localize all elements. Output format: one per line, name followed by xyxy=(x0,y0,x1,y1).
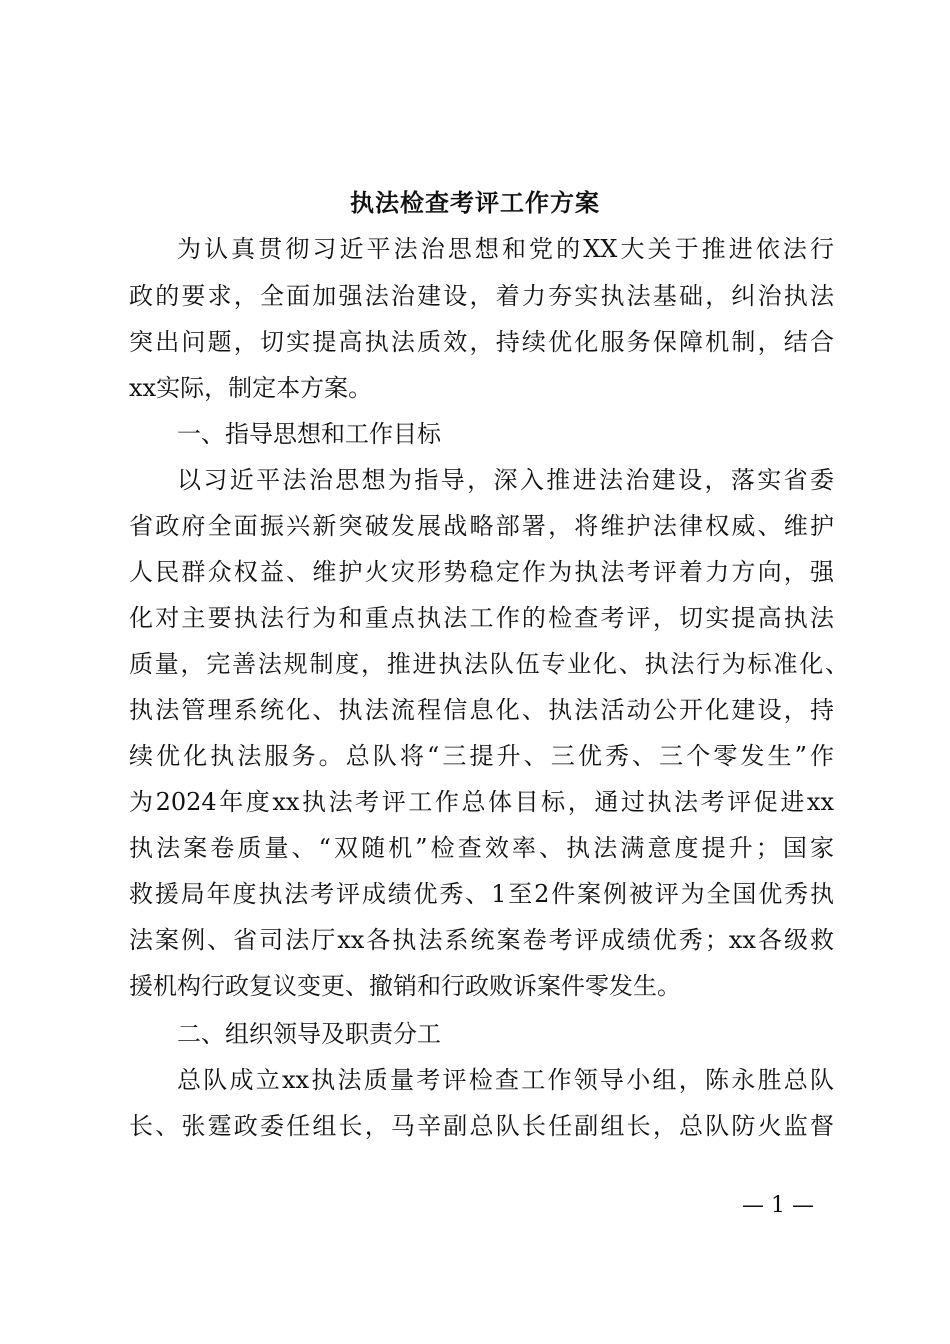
section-heading-1: 一、指导思想和工作目标 xyxy=(177,420,441,448)
intro-line: xx实际，制定本方案。 xyxy=(129,374,373,402)
section1-line: 省政府全面振兴新突破发展战略部署，将维护法律权威、维护 xyxy=(129,512,834,540)
section1-line: 人民群众权益、维护火灾形势稳定作为执法考评着力方向，强 xyxy=(129,558,834,586)
section1-line: 法案例、省司法厅xx各执法系统案卷考评成绩优秀；xx各级救 xyxy=(129,926,834,954)
section2-line: 总队成立xx执法质量考评检查工作领导小组，陈永胜总队 xyxy=(177,1066,834,1094)
intro-line: 为认真贯彻习近平法治思想和党的XX大关于推进依法行 xyxy=(177,235,834,263)
intro-line: 政的要求，全面加强法治建设，着力夯实执法基础，纠治执法 xyxy=(129,282,834,310)
section-heading-2: 二、组织领导及职责分工 xyxy=(177,1020,441,1048)
intro-line: 突出问题，切实提高执法质效，持续优化服务保障机制，结合 xyxy=(129,328,834,356)
section1-line: 援机构行政复议变更、撤销和行政败诉案件零发生。 xyxy=(129,972,681,1000)
section1-line: 续优化执法服务。总队将“三提升、三优秀、三个零发生”作 xyxy=(129,742,834,770)
section1-line: 以习近平法治思想为指导，深入推进法治建设，落实省委 xyxy=(177,466,834,494)
page-number: — 1 — xyxy=(742,1193,814,1218)
section1-line: 救援局年度执法考评成绩优秀、1至2件案例被评为全国优秀执 xyxy=(129,880,834,908)
section2-line: 长、张霆政委任组长，马辛副总队长任副组长，总队防火监督 xyxy=(129,1112,834,1140)
section1-line: 为2024年度xx执法考评工作总体目标，通过执法考评促进xx xyxy=(129,788,834,816)
section1-line: 化对主要执法行为和重点执法工作的检查考评，切实提高执法 xyxy=(129,604,834,632)
document-title: 执法检查考评工作方案 xyxy=(350,188,600,217)
section1-line: 执法管理系统化、执法流程信息化、执法活动公开化建设，持 xyxy=(129,696,834,724)
section1-line: 质量，完善法规制度，推进执法队伍专业化、执法行为标准化、 xyxy=(129,650,849,678)
section1-line: 执法案卷质量、“双随机”检查效率、执法满意度提升；国家 xyxy=(129,834,834,862)
